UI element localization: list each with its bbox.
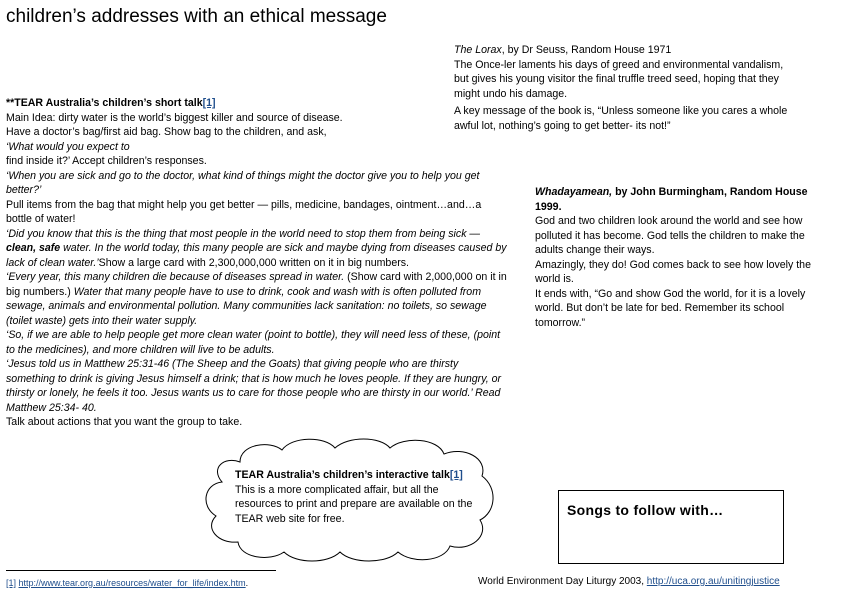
songs-label: Songs to follow with… bbox=[567, 502, 724, 518]
interactive-talk-text bbox=[235, 468, 481, 526]
footnote-url[interactable]: http://www.tear.org.au/resources/water_for_life/index.htm bbox=[18, 578, 246, 588]
lorax-key-message: A key message of the book is, “Unless someone like you cares a whole awful lot, nothing’s going to get better- its not!” bbox=[454, 105, 788, 132]
short-talk-actions: Talk about actions that you want the group to take. bbox=[6, 416, 243, 428]
whadayamean-title: Whadayamean, bbox=[535, 186, 613, 198]
page-title: children’s addresses with an ethical message bbox=[6, 6, 387, 27]
whadayamean-heading: Whadayamean, by John Burmingham, Random House 1999. bbox=[535, 186, 808, 213]
short-talk-main-idea: Main Idea: dirty water is the world’s biggest killer and source of disease. bbox=[6, 111, 343, 124]
footnote-link[interactable]: [1] bbox=[202, 97, 216, 109]
interactive-talk-body: This is a more complicated affair, but all the resources to print and prepare are available on the TEAR web site for free. bbox=[235, 483, 473, 525]
short-talk-question-end: find inside it?’ Accept children’s responses. bbox=[6, 155, 207, 167]
short-talk-so-if: ‘So, if we are able to help people get more clean water (point to bottle), they will need less of these, (point to the medicines), and more children will live to be adults. bbox=[6, 329, 501, 356]
short-talk-heading: **TEAR Australia’s children’s short talk[1] bbox=[6, 97, 216, 109]
cloud-footnote-link[interactable]: [1] bbox=[449, 469, 463, 481]
footer-text: World Environment Day Liturgy 2003, bbox=[478, 576, 647, 587]
whadayamean-p2: Amazingly, they do! God comes back to see how lovely the world is. bbox=[535, 258, 811, 285]
short-talk-question-start: ‘What would you expect to bbox=[6, 140, 130, 153]
short-talk-jesus: ‘Jesus told us in Matthew 25:31-46 (The Sheep and the Goats) that giving people who are thirsty something to drink is giving Jesus himself a drink; that is how much he loves people. If they are hungry, or thirsty or lonely, he feels it too. Jesus wants us to care for those people who are thirsty in our world.’ Read Matthew 25:34- 40. bbox=[6, 358, 502, 414]
short-talk-pull-items: Pull items from the bag that might help you get better — pills, medicine, bandages, ointment…and…a bottle of water! bbox=[6, 198, 482, 225]
short-talk-block bbox=[6, 96, 510, 430]
whadayamean-p1: God and two children look around the world and see how polluted it has become. God tells the children to make the adults change their ways. bbox=[535, 215, 805, 256]
lorax-description: The Once-ler laments his days of greed and environmental vandalism, but gives his young visitor the final truffle treed seed, hoping that they might undo his damage. bbox=[454, 58, 784, 100]
footnote-divider bbox=[6, 570, 276, 571]
short-talk-clean-water: ‘Did you know that this is the thing that most people in the world need to stop them from being sick — clean, safe water. In the world today, this many people are sick and maybe dying from diseases caused by lack of clean water.’Show a large card with 2,300,000,000 written on it in big numbers. bbox=[6, 227, 507, 269]
footer-reference bbox=[478, 576, 780, 587]
short-talk-every-year: ‘Every year, this many children die because of diseases spread in water. (Show card with 2,000,000 on it in big numbers.) Water that many people have to use to drink, cook and wash with is often polluted from sewage, animals and environmental pollution. Many communities lack sanitation: no toilets, so sewage (toilet waste) gets into their water supply. bbox=[6, 271, 507, 327]
footer-url[interactable]: http://uca.org.au/unitingjustice bbox=[646, 576, 780, 587]
lorax-book-meta: , by Dr Seuss, Random House 1971 bbox=[501, 44, 672, 56]
lorax-block bbox=[454, 43, 784, 101]
footnote: [1] http://www.tear.org.au/resources/water_for_life/index.htm. bbox=[6, 578, 249, 588]
whadayamean-block bbox=[535, 185, 835, 330]
lorax-heading bbox=[454, 43, 784, 58]
lorax-book-title: The Lorax bbox=[454, 44, 502, 56]
footnote-ref[interactable]: [1] bbox=[6, 578, 17, 588]
short-talk-doctor-question: ‘When you are sick and go to the doctor, what kind of things might the doctor give you to help you get better?’ bbox=[6, 169, 480, 196]
interactive-talk-cloud bbox=[200, 432, 500, 572]
songs-box bbox=[558, 490, 784, 564]
interactive-talk-heading: TEAR Australia’s children’s interactive talk bbox=[235, 469, 450, 481]
whadayamean-p3: It ends with, “Go and show God the world, for it is a lovely world. But don’t be late for bed. Remember its school tomorrow.” bbox=[535, 287, 806, 329]
short-talk-bag-intro: Have a doctor’s bag/first aid bag. Show bag to the children, and ask, bbox=[6, 126, 327, 138]
